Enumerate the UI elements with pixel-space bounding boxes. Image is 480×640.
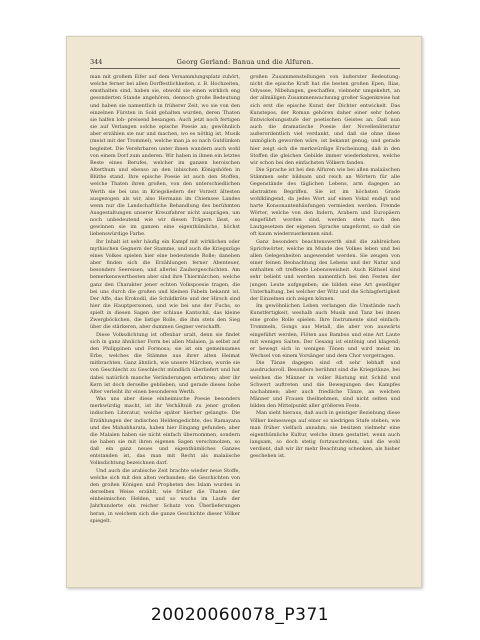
paragraph: Diese Volksdichtung ist offenbar uralt, denn sie findet sich in ganz ähnlicher Form bei allen Malaien, ja selbst auf den Philippinen und Formosa; sie ist ein gemeinsames Erbe, welches die Stämme aus ihrer alten Heimat mitbrachten. Ganz ähnlich, wie unsere Märchen, wurde sie von Geschlecht zu Geschlecht mündlich überliefert und hat dabei natürlich manche Veränderungen erfahren; aber ihr Kern ist doch derselbe geblieben, und gerade dieses hohe Alter verleiht ihr einen besonderen Werth.: [90, 331, 240, 395]
page-header: [90, 58, 400, 69]
page-number: 344: [90, 58, 103, 66]
paragraph: Ganz besonders beachtenswerth sind die zahlreichen Sprichwörter, welche im Munde des Volkes leben und bei allen Gelegenheiten angewendet werden. Sie zeugen von einer feinen Beobachtung des Lebens und der Natur und enthalten oft treffende Lebensweisheit. Auch Räthsel sind sehr beliebt und werden namentlich bei den Festen der jungen Leute aufgegeben; sie bilden eine Art geselliger Unterhaltung, bei welcher der Witz und die Schlagfertigkeit der Einzelnen sich zeigen können.: [250, 238, 400, 302]
paragraph: Was uns aber diese einheimische Poesie besonders merkwürdig macht, ist ihr Verhältniß zu jener großen indischen Literatur, welche später hierher gelangte. Die Erzählungen der indischen Heldengedichte, des Ramayana und des Mahabharata, haben hier Eingang gefunden; aber die Malaien haben sie nicht einfach übernommen, sondern sie haben sie mit ihren eigenen Sagen verschmolzen, so daß ein ganz neues und eigenthümliches Ganzes entstanden ist, das man mit Recht als malaiische Volksdichtung bezeichnen darf.: [90, 396, 240, 467]
scanned-page: [66, 36, 422, 588]
left-column: [90, 74, 240, 574]
image-caption: 20020060078_P371: [150, 605, 330, 625]
paragraph: Ihr Inhalt ist sehr häufig ein Kampf mit wirklichen oder mythischen Gegnern der Stamme, und auch die Kriegszüge eines Volkes spielen hier eine bedeutende Rolle; daneben aber finden sich die Erzählungen ferner Abenteuer, besonders Seereisen, und allerlei Zaubergeschichten. Am bemerkenswerthesten aber sind ihre Thiermärchen, welche ganz den Charakter jener echten Volkspoesie tragen, die bei uns durch die großen und kleinen Fabeln bekannt ist. Der Affe, das Krokodil, die Schildkröte und der Hirsch sind hier die Hauptpersonen, und wie bei uns der Fuchs, so spielt in diesen Sagen der schlaue Kantschil, das kleine Zwergböckchen, die listige Rolle, die ihm stets den Sieg über die stärkeren, aber dummen Gegner verschafft.: [90, 238, 240, 331]
running-title: Georg Gerland: Banua und die Alfuren.: [176, 58, 314, 66]
text-columns: [90, 74, 400, 574]
paragraph: Im gewöhnlichen Leben verlangen die Umstände nach Kunstfertigkeit, weshalb auch Musik und Tanz bei ihnen eine große Rolle spielen. Ihre Instrumente sind einfach: Trommeln, Gongs aus Metall, die aber von auswärts eingeführt werden, Flöten aus Bambus und eine Art Laute mit wenigen Saiten. Der Gesang ist eintönig und klagend; er bewegt sich in wenigen Tönen und wird meist im Wechsel von einem Vorsänger und dem Chor vorgetragen.: [250, 303, 400, 360]
paragraph: großen Zusammenstellungen von äußerster Bedeutung: nicht die epische Kraft hat die besten großen Epen, Ilias, Odyssee, Nibelungen, geschaffen, vielmehr umgekehrt, an der allmäligen Zusammenwachsung großer Sagenkreise hat sich erst die epische Kunst der Dichter entwickelt. Das Kunstepos, der Roman gehören daher einer sehr hohen Entwickelungsstufe der poetischen Geistes an. Daß nun auch die dramatische Poesie der Novellenliteratur außerordentlich viel verdankt, und daß sie ohne diese unmöglich geworden wäre, ist bekannt genug; und gerade hier zeigt sich die merkwürdige Erscheinung, daß in den Stoffen die gleichen Gebilde immer wiederkehren, welche wir schon bei den einfachsten Völkern fanden.: [250, 74, 400, 166]
paragraph: Die Tänze dagegen sind oft sehr lebhaft und ausdrucksvoll. Besonders berühmt sind die Kriegstänze, bei welchen die Männer in voller Rüstung mit Schild und Schwert auftreten und die Bewegungen des Kampfes nachahmen; aber auch friedliche Tänze, an welchen Männer und Frauen theilnehmen, sind nicht selten und bilden den Mittelpunkt aller größeren Feste.: [250, 360, 400, 410]
paragraph: man mit großem Eifer auf dem Versammlungsplatz zuhört, welche ferner bei allen Dorffestlichkeiten, z. B. Hochzeiten, emsthalten sind, haben sie, obwohl sie einen wirklich eng gesonderten Stande angehören, dennoch große Bedeutung und haben sie namentlich in früherer Zeit, wo sie von den einzelnen Fürsten in Sold gehalten wurden, deren Thaten sie halfen lob- preisend besangen. Auch jetzt noch fertigen sie auf Verlangen solche epische Poesie an; gewöhnlich aber erzählen sie nur und machen, wo es nöthig ist, Musik (meist mit der Trommel), welche man ja so nach Gutdünken begleitet. Die Verehrbaren unter ihnen wandern auch wohl von einem Dorf zum anderen. Wir haben in ihnen ein letztes Reste eines Berufes, welcher im ganzen heroischen Alterthum und ebenso an den inbischen Königshöfen in Blüthe stand. Ihre epische Poesie ist auch den Stoffen, welche Thaten ihren großen, von den unterschiedlichen Werth sie bei uns in Kriegsliedern der Vorzeit ältesten ausgezogen als wir, also Hermann im Chiemsee Landes wenn nur die Landschaftliche Behandlung des berühmten Ausgestaltungen unserer Kreuzfahrer nicht ausprägen, um noch unbedeutend wie wir diesen Trägern lässt, so gewinnen sie im ganzen eine eigenthümliche, höchst liebenswürdige Farbe.: [90, 74, 240, 238]
right-column: [250, 74, 400, 574]
paragraph: Und auch die arabische Zeit brachte wieder neue Stoffe, welche sich mit den alten verbanden; die Geschichten von den großen Königen und Propheten des Islam wurden in derselben Weise erzählt, wie früher die Thaten der einheimischen Helden, und so wuchs im Laufe der Jahrhunderte ein reicher Schatz von Überlieferungen heran, in welchem sich die ganze Geschichte dieser Völker spiegelt.: [90, 467, 240, 524]
paragraph: Man sieht hieraus, daß auch in geistiger Beziehung diese Völker keineswegs auf einer so niedrigen Stufe stehen, wie man früher vielfach annahm; sie besitzen vielmehr eine eigenthümliche Kultur, welche ihnen gestattet, wenn auch langsam, so doch stetig fortzuschreiten, und die wohl verdient, daß wir ihr mehr Beachtung schenken, als bisher geschehen ist.: [250, 410, 400, 460]
paragraph: Die Sprache ist bei den Alfuren wie bei allen malaiischen Stämmen sehr bildsam und reich an Wörtern für alle Gegenstände des täglichen Lebens, arm dagegen an abstrakten Begriffen. Sie ist im höchsten Grade wohlklingend, da jedes Wort auf einen Vokal endigt und harte Konsonantenhäufungen vermieden werden. Fremde Wörter, welche von den Indern, Arabern und Europäern eingeführt worden sind, werden stets nach den Lautgesetzen der eigenen Sprache umgeformt, so daß sie oft kaum wiederzuerkennen sind.: [250, 167, 400, 238]
